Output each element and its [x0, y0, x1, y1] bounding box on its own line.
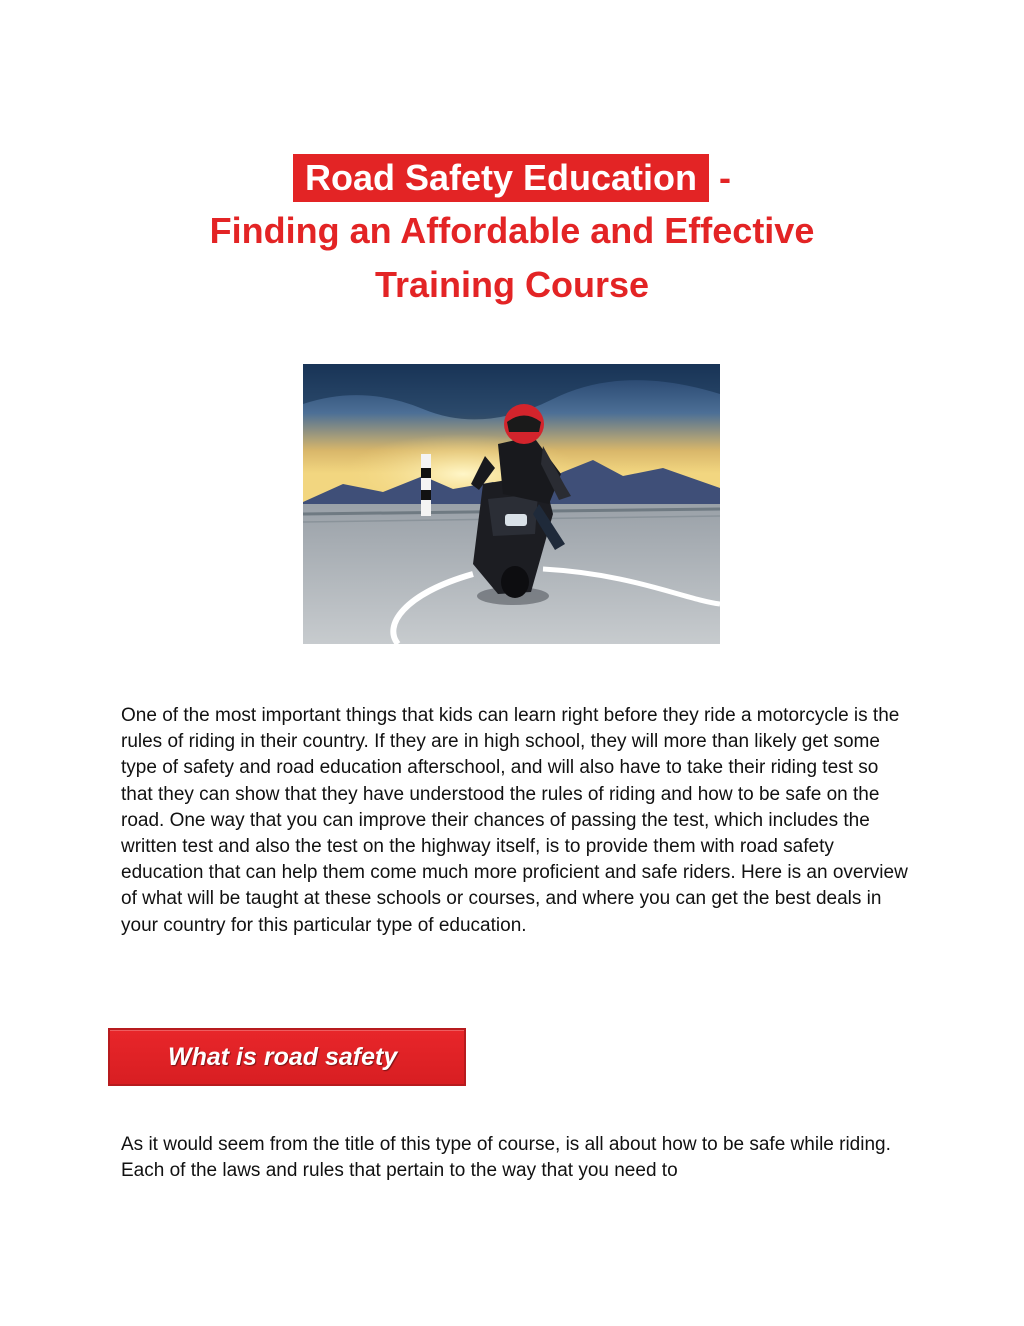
intro-paragraph: One of the most important things that kids can learn right before they ride a motorcycle is the rules of riding in their country. If they are in high school, they will more than likely get some type of safety and road education afterschool, and will also have to take their riding test so that they can show that they have understood the rules of riding and how to be safe on the road. One way that you can improve their chances of passing the test, which includes the written test and also the test on the highway itself, is to provide them with road safety education that can help them come much more proficient and safe riders. Here is an overview of what will be taught at these schools or courses, and where you can get the best deals in your country for this particular type of education.	[121, 705, 908, 936]
motorcycle-rider-photo	[303, 364, 720, 644]
title-dash: -	[719, 157, 732, 198]
motorcycle-rider-illustration	[303, 364, 720, 644]
title-first-line	[0, 152, 1024, 204]
section-banner	[108, 1028, 466, 1086]
title-second-line: Finding an Affordable and Effective	[209, 210, 815, 251]
title-third-line: Training Course	[374, 264, 650, 305]
title-highlight: Road Safety Education	[293, 154, 709, 202]
document-title	[0, 152, 1024, 312]
body-paragraph: As it would seem from the title of this type of course, is all about how to be safe while riding. Each of the laws and rules that pertain to the way that you need to	[121, 1134, 891, 1182]
section-banner-label: What is road safety	[168, 1042, 398, 1071]
